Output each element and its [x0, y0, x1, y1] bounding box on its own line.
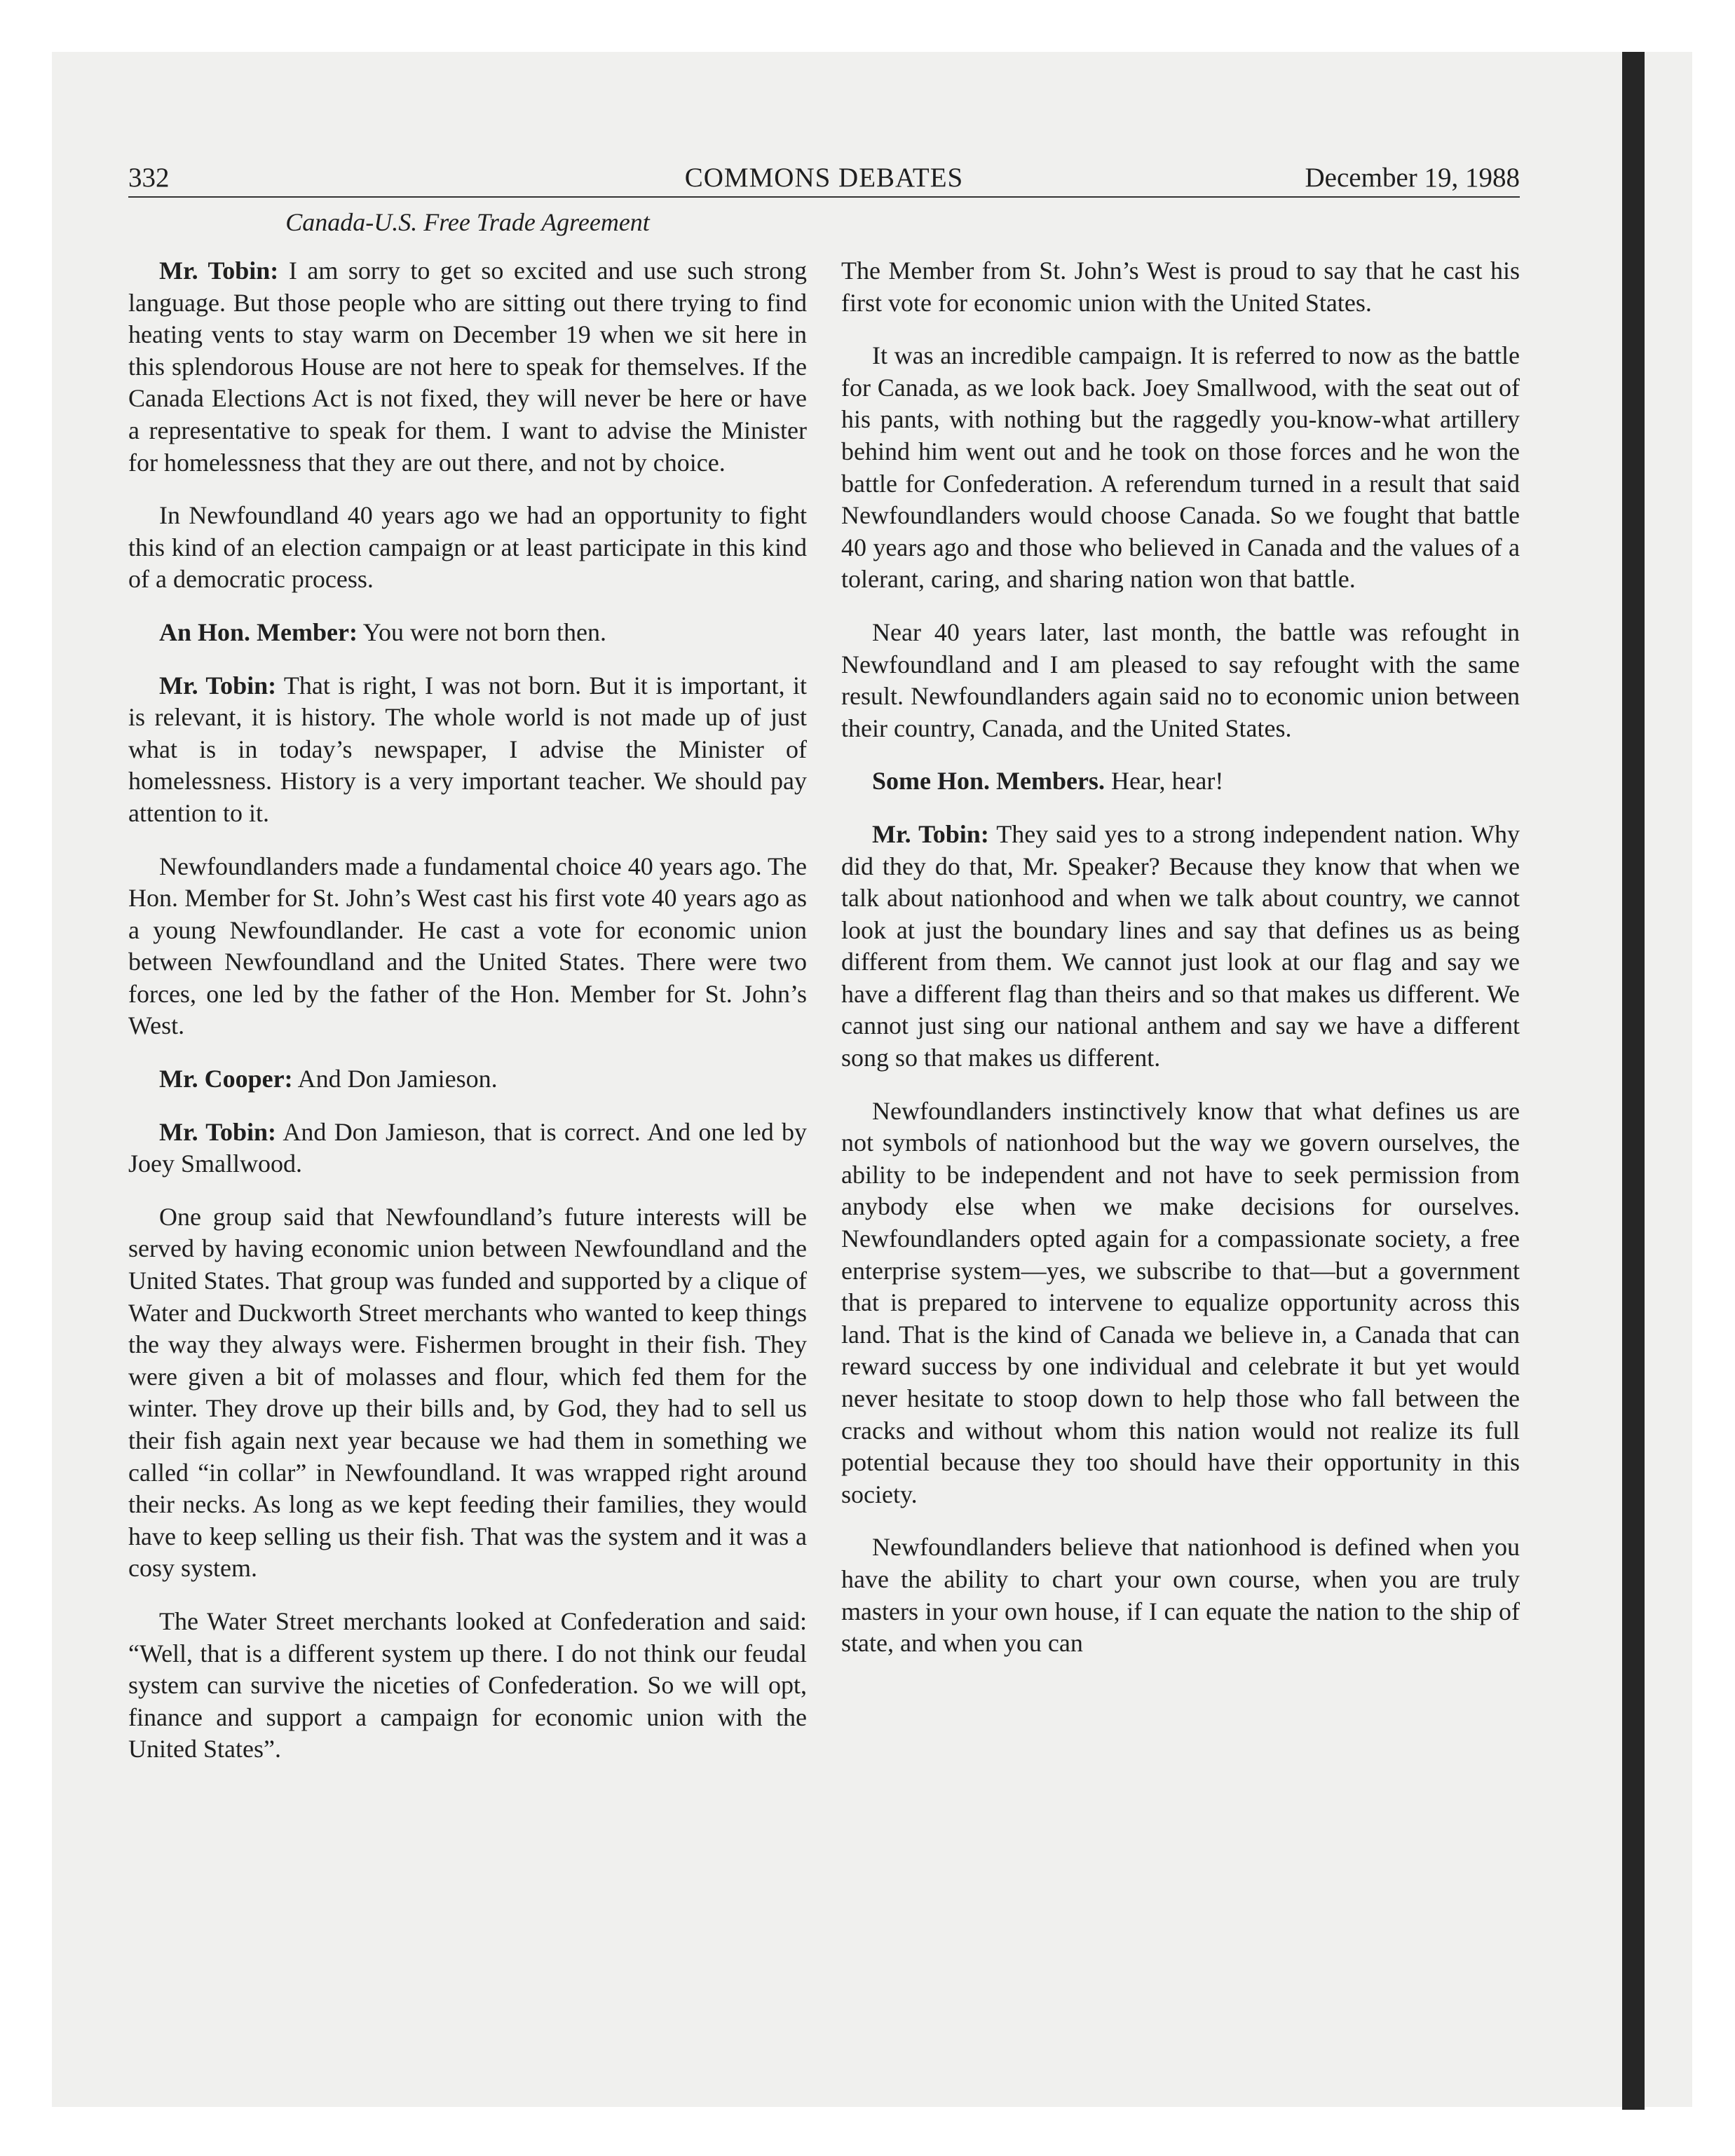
speaker-name: An Hon. Member: — [159, 618, 358, 646]
paragraph-text: Hear, hear! — [1104, 767, 1224, 796]
paragraph — [128, 617, 807, 649]
paragraph — [841, 617, 1520, 744]
speaker-name: Mr. Tobin: — [159, 671, 277, 700]
paragraph — [128, 1063, 807, 1096]
paragraph-text: I am sorry to get so excited and use such strong language. But those people who are sitting out there trying to find heating vents to stay warm on December 19 when we sit here in this splendorous House are not here to speak for themselves. If the Canada Elections Act is not fixed, they will never be here or have a representative to speak for them. I want to advise the Minister for homelessness that they are out there, and not by choice. — [128, 257, 807, 477]
paragraph — [128, 1606, 807, 1766]
publication-title: COMMONS DEBATES — [684, 163, 964, 193]
left-column — [128, 255, 807, 1787]
paragraph-text: And Don Jamieson. — [292, 1065, 498, 1093]
speaker-name: Some Hon. Members. — [872, 767, 1105, 796]
paragraph-text: Newfoundlanders believe that nationhood is defined when you have the ability to chart your own course, when you are truly masters in your own house, if I can equate the nation to the ship of state, and when you can — [841, 1533, 1520, 1658]
paragraph — [128, 1201, 807, 1585]
speaker-name: Mr. Tobin: — [159, 257, 279, 285]
header-date: December 19, 1988 — [1305, 163, 1520, 193]
paragraph-text: They said yes to a strong independent nation. Why did they do that, Mr. Speaker? Because they know that when we talk about nationhood and when we talk about country, we cannot look at just the boundary lines and say that defines us as being different from them. We cannot just look at our flag and say we have a different flag than theirs and so that makes us different. We cannot just sing our national anthem and say we have a different song so that makes us different. — [841, 819, 1520, 1072]
paragraph-text: Newfoundlanders instinctively know that what defines us are not symbols of nationhood but the way we govern ourselves, the ability to be independent and not have to seek permission from anybody else when we make decisions for ourselves. Newfoundlanders opted again for a compassionate society, a free enterprise system—yes, we subscribe to that—but a government that is prepared to intervene to equalize opportunity across this land. That is the kind of Canada we believe in, a Canada that can reward success by one individual and celebrate it but yet would never hesitate to stoop down to help those who fall between the cracks and without whom this nation would not realize its full potential because they too should have their opportunity in this society. — [841, 1096, 1520, 1508]
speaker-name: Mr. Tobin: — [159, 1117, 277, 1146]
paragraph — [841, 340, 1520, 596]
subject-heading: Canada-U.S. Free Trade Agreement — [285, 208, 650, 236]
paragraph — [841, 1531, 1520, 1659]
speaker-name: Mr. Cooper: — [159, 1065, 293, 1093]
paragraph — [841, 765, 1520, 798]
paragraph-continuation: The Member from St. John’s West is proud to say that he cast his first vote for economic union with the United States. — [841, 257, 1520, 317]
paragraph-text: That is right, I was not born. But it is important, it is relevant, it is history. The whole world is not made up of just what is in today’s newspaper, I advise the Minister of homelessness. History is a very important teacher. We should pay attention to it. — [128, 671, 807, 827]
paragraph — [841, 1096, 1520, 1511]
paragraph — [128, 255, 807, 479]
paragraph-text: Newfoundlanders made a fundamental choice 40 years ago. The Hon. Member for St. John’s West cast his first vote 40 years ago as a young Newfoundlander. He cast a vote for economic union between Newfoundland and the United States. There were two forces, one led by the father of the Hon. Member for St. John’s West. — [128, 852, 807, 1040]
paragraph-text: Near 40 years later, last month, the battle was refought in Newfoundland and I am pleased to say refought with the same result. Newfoundlanders again said no to economic union between their country, Canada, and the United States. — [841, 618, 1520, 742]
paragraph-text: And Don Jamieson, that is correct. And one led by Joey Smallwood. — [128, 1117, 807, 1178]
scan-edge-shadow — [1622, 52, 1645, 2110]
paragraph-text: One group said that Newfoundland’s future interests will be served by having economic union between Newfoundland and the United States. That group was funded and supported by a clique of Water and Duckworth Street merchants who wanted to keep things the way they always were. Fishermen brought in their fish. They were given a bit of molasses and flour, which fed them for the winter. They drove up their bills and, by God, they had to sell us their fish again next year because we had them in something we called “in collar” in Newfoundland. It was wrapped right around their necks. As long as we kept feeding their families, they would have to keep selling us their fish. That was the system and it was a cosy system. — [128, 1202, 807, 1583]
paragraph-text: In Newfoundland 40 years ago we had an opportunity to fight this kind of an election campaign or at least participate in this kind of a democratic process. — [128, 501, 807, 594]
paragraph-text: It was an incredible campaign. It is referred to now as the battle for Canada, as we look back. Joey Smallwood, with the seat out of his pants, with nothing but the raggedly you-know-what artillery behind him went out and he took on those forces and he won the battle for Confederation. A referendum turned in a result that said Newfoundlanders would choose Canada. So we fought that battle 40 years ago and those who believed in Canada and the values of a tolerant, caring, and sharing nation won that battle. — [841, 341, 1520, 594]
paragraph — [128, 1117, 807, 1180]
speaker-name: Mr. Tobin: — [872, 819, 989, 848]
right-column — [841, 255, 1520, 1681]
paragraph-text: The Water Street merchants looked at Confederation and said: “Well, that is a different system up there. I do not think our feudal system can survive the niceties of Confederation. So we will opt, finance and support a campaign for economic union with the United States”. — [128, 1606, 807, 1763]
paragraph — [128, 851, 807, 1043]
paragraph-text: You were not born then. — [357, 618, 606, 646]
paragraph — [128, 500, 807, 596]
paragraph — [128, 670, 807, 830]
page-number: 332 — [128, 163, 170, 193]
paragraph — [841, 819, 1520, 1074]
page-header — [128, 160, 1520, 198]
